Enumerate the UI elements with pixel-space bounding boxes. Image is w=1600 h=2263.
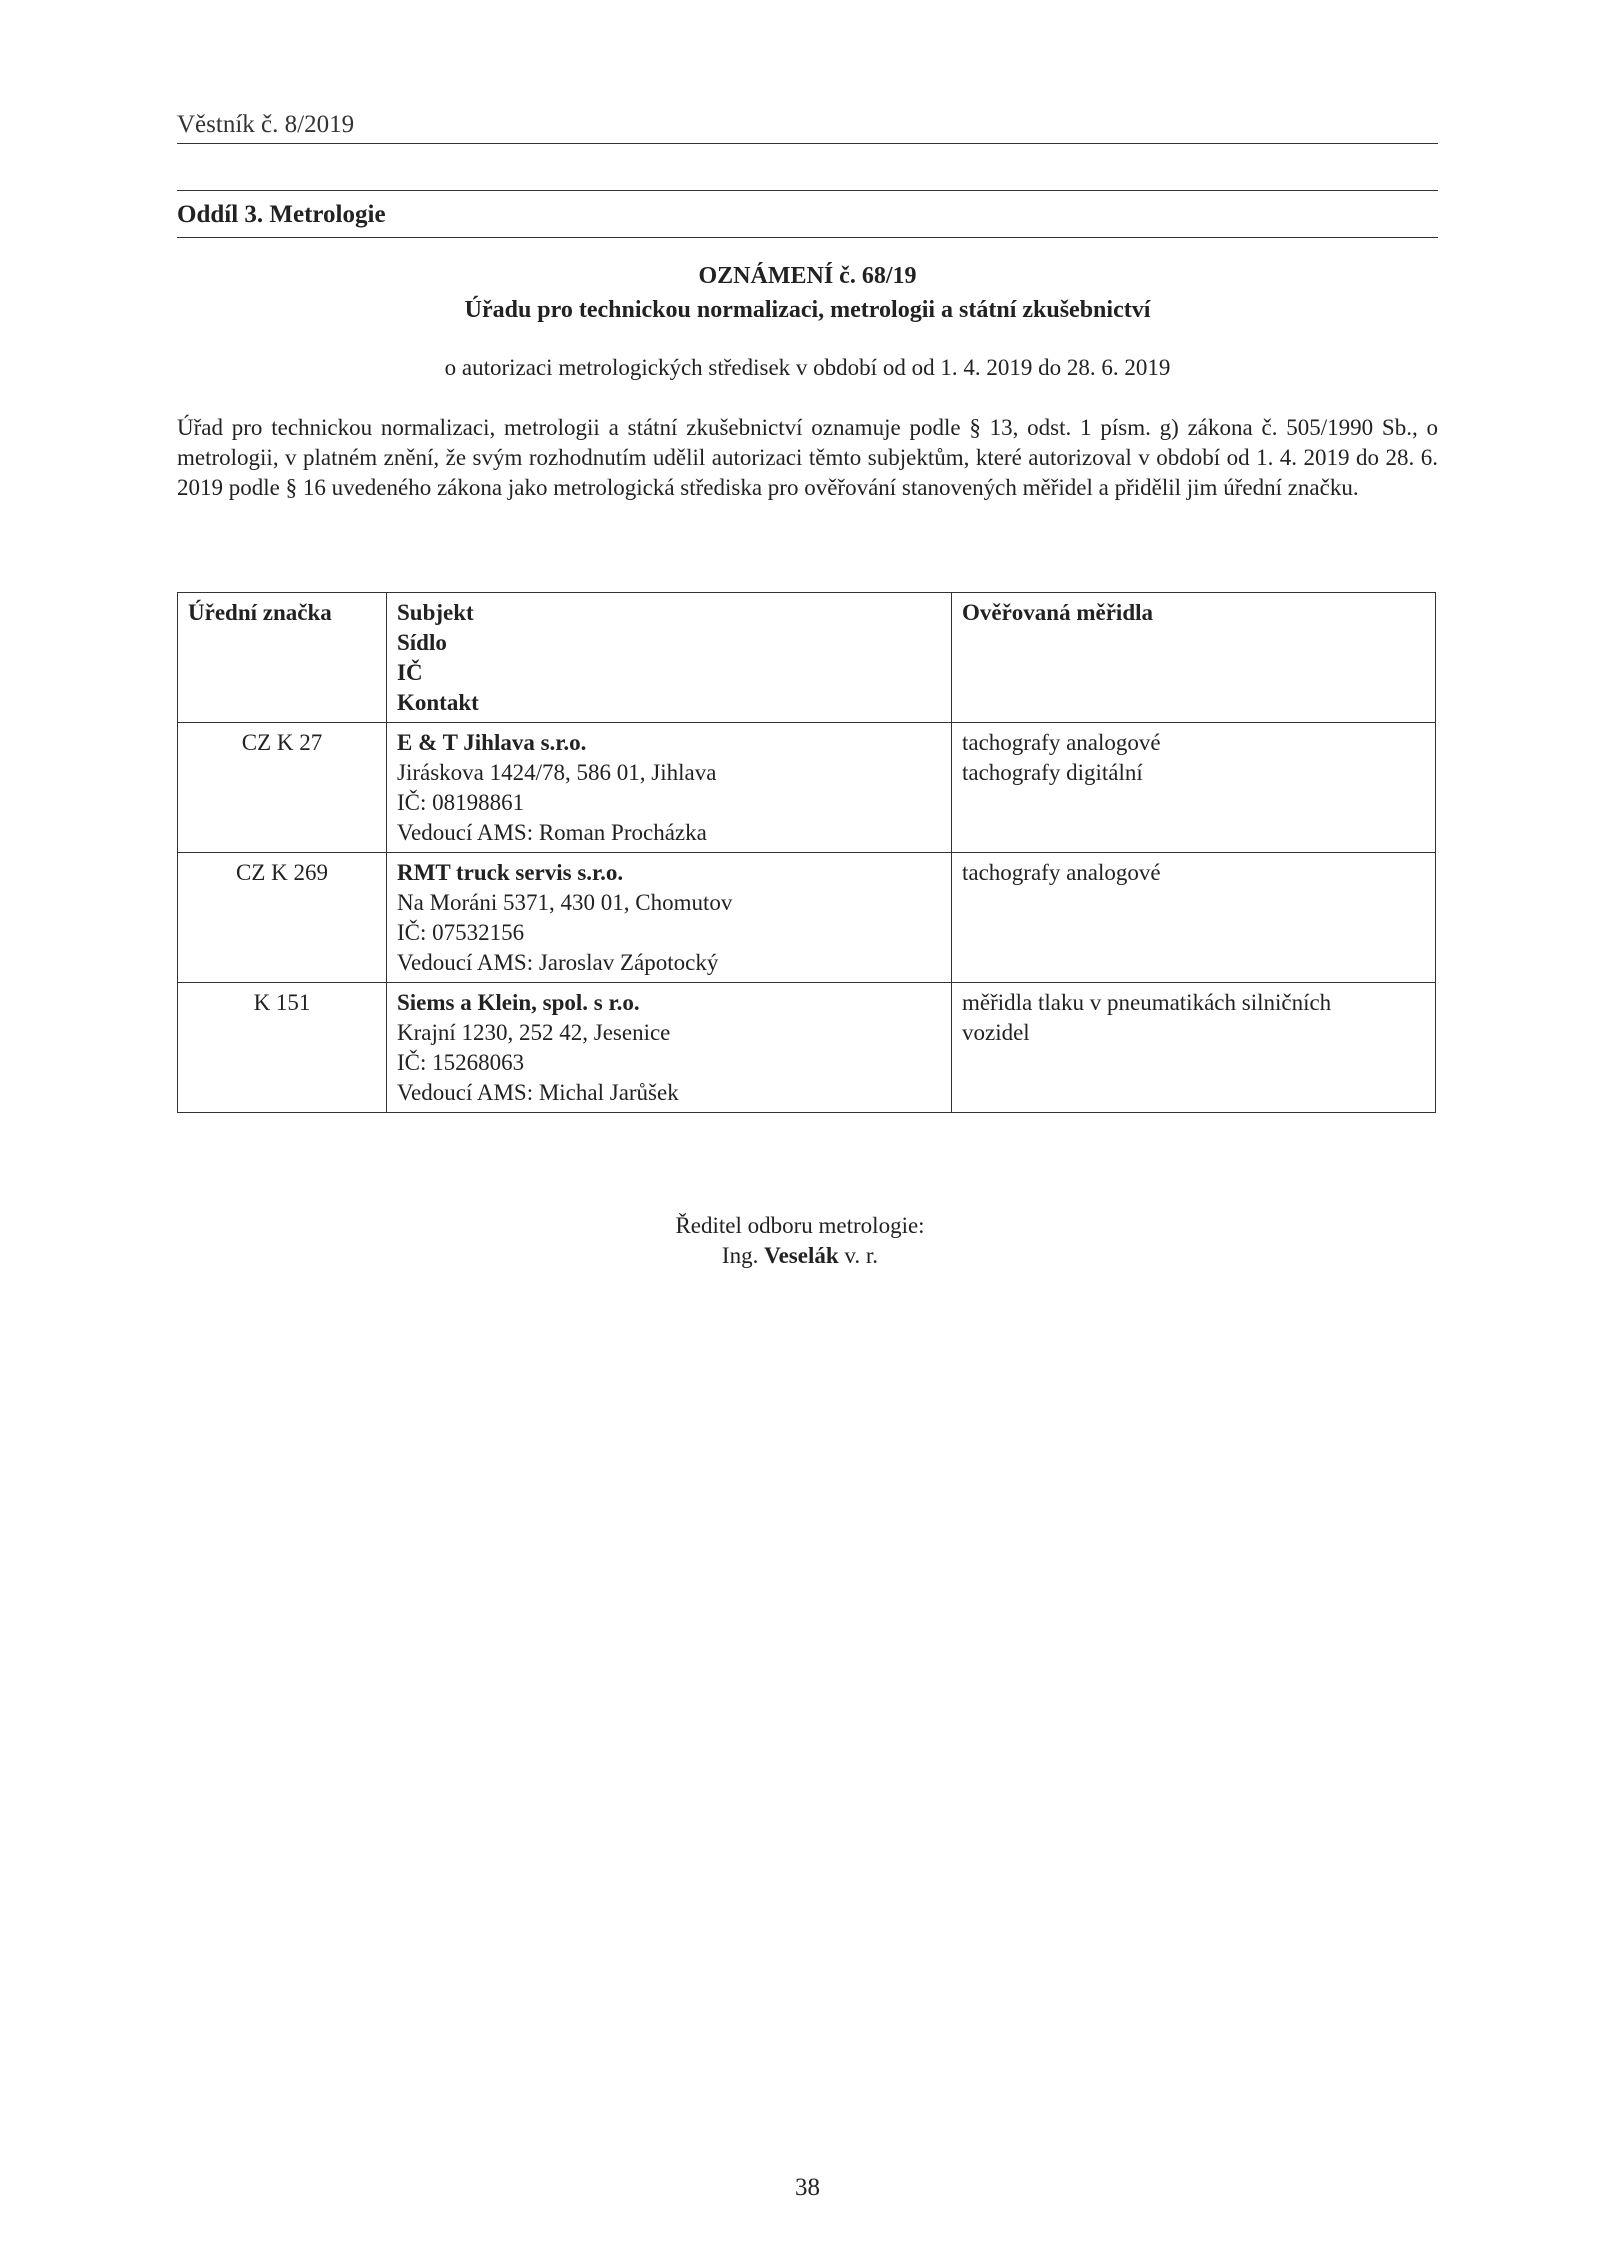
subject-ic: IČ: 07532156 [397, 920, 525, 945]
instrument-line: tachografy analogové [962, 860, 1161, 885]
subject-name: Siems a Klein, spol. s r.o. [397, 990, 640, 1015]
row-mark: K 151 [178, 983, 387, 1113]
notice-subject: o autorizaci metrologických středisek v období od od 1. 4. 2019 do 28. 6. 2019 [444, 355, 1171, 380]
page-number: 38 [795, 2174, 820, 2201]
table-row [178, 983, 1436, 1113]
header-mark: Úřední značka [178, 593, 387, 723]
header-subject-line: Subjekt [397, 600, 474, 625]
row-instruments [952, 983, 1436, 1113]
subject-address: Krajní 1230, 252 42, Jesenice [397, 1020, 671, 1045]
signature-name [580, 1243, 1020, 1269]
notice-body: Úřad pro technickou normalizaci, metrologii a státní zkušebnictví oznamuje podle § 13, odst. 1 písm. g) zákona č. 505/1990 Sb., o metrologii, v platném znění, že svým rozhodnutím udělil autorizaci těmto subjektům, které autorizoval v období od 1. 4. 2019 do 28. 6. 2019 podle § 16 uvedeného zákona jako metrologická střediska pro ověřování stanovených měřidel a přidělil jim úřední značku. [177, 415, 1438, 500]
instrument-line: vozidel [962, 1020, 1030, 1045]
instrument-line: měřidla tlaku v pneumatikách silničních [962, 990, 1332, 1015]
subject-name: RMT truck servis s.r.o. [397, 860, 624, 885]
subject-ic: IČ: 08198861 [397, 790, 525, 815]
subject-name: E & T Jihlava s.r.o. [397, 730, 587, 755]
row-mark: CZ K 269 [178, 853, 387, 983]
table-row [178, 853, 1436, 983]
notice-issuer: Úřadu pro technickou normalizaci, metrologii a státní zkušebnictví [464, 297, 1151, 323]
section-title: Oddíl 3. Metrologie [177, 190, 1438, 238]
subject-contact: Vedoucí AMS: Roman Procházka [397, 820, 707, 845]
table-header-row [178, 593, 1436, 723]
subject-ic: IČ: 15268063 [397, 1050, 525, 1075]
authorization-table [177, 592, 1436, 1113]
signature-title: Ing. [721, 1243, 759, 1268]
instrument-line: tachografy digitální [962, 760, 1143, 785]
subject-address: Na Moráni 5371, 430 01, Chomutov [397, 890, 733, 915]
header-subject [387, 593, 952, 723]
subject-contact: Vedoucí AMS: Michal Jarůšek [397, 1080, 679, 1105]
running-header: Věstník č. 8/2019 [177, 111, 1438, 144]
signature-suffix: v. r. [844, 1243, 879, 1268]
row-subject [387, 723, 952, 853]
header-contact-line: Kontakt [397, 690, 479, 715]
row-mark: CZ K 27 [178, 723, 387, 853]
row-subject [387, 853, 952, 983]
notice-number: OZNÁMENÍ č. 68/19 [698, 263, 917, 289]
table-row [178, 723, 1436, 853]
subject-contact: Vedoucí AMS: Jaroslav Zápotocký [397, 950, 719, 975]
header-instruments: Ověřovaná měřidla [952, 593, 1436, 723]
row-subject [387, 983, 952, 1113]
row-instruments [952, 853, 1436, 983]
header-ic-line: IČ [397, 660, 423, 685]
signature-surname: Veselák [764, 1243, 839, 1268]
subject-address: Jiráskova 1424/78, 586 01, Jihlava [397, 760, 717, 785]
row-instruments [952, 723, 1436, 853]
instrument-line: tachografy analogové [962, 730, 1161, 755]
header-seat-line: Sídlo [397, 630, 447, 655]
signature-role: Ředitel odboru metrologie: [675, 1213, 925, 1238]
